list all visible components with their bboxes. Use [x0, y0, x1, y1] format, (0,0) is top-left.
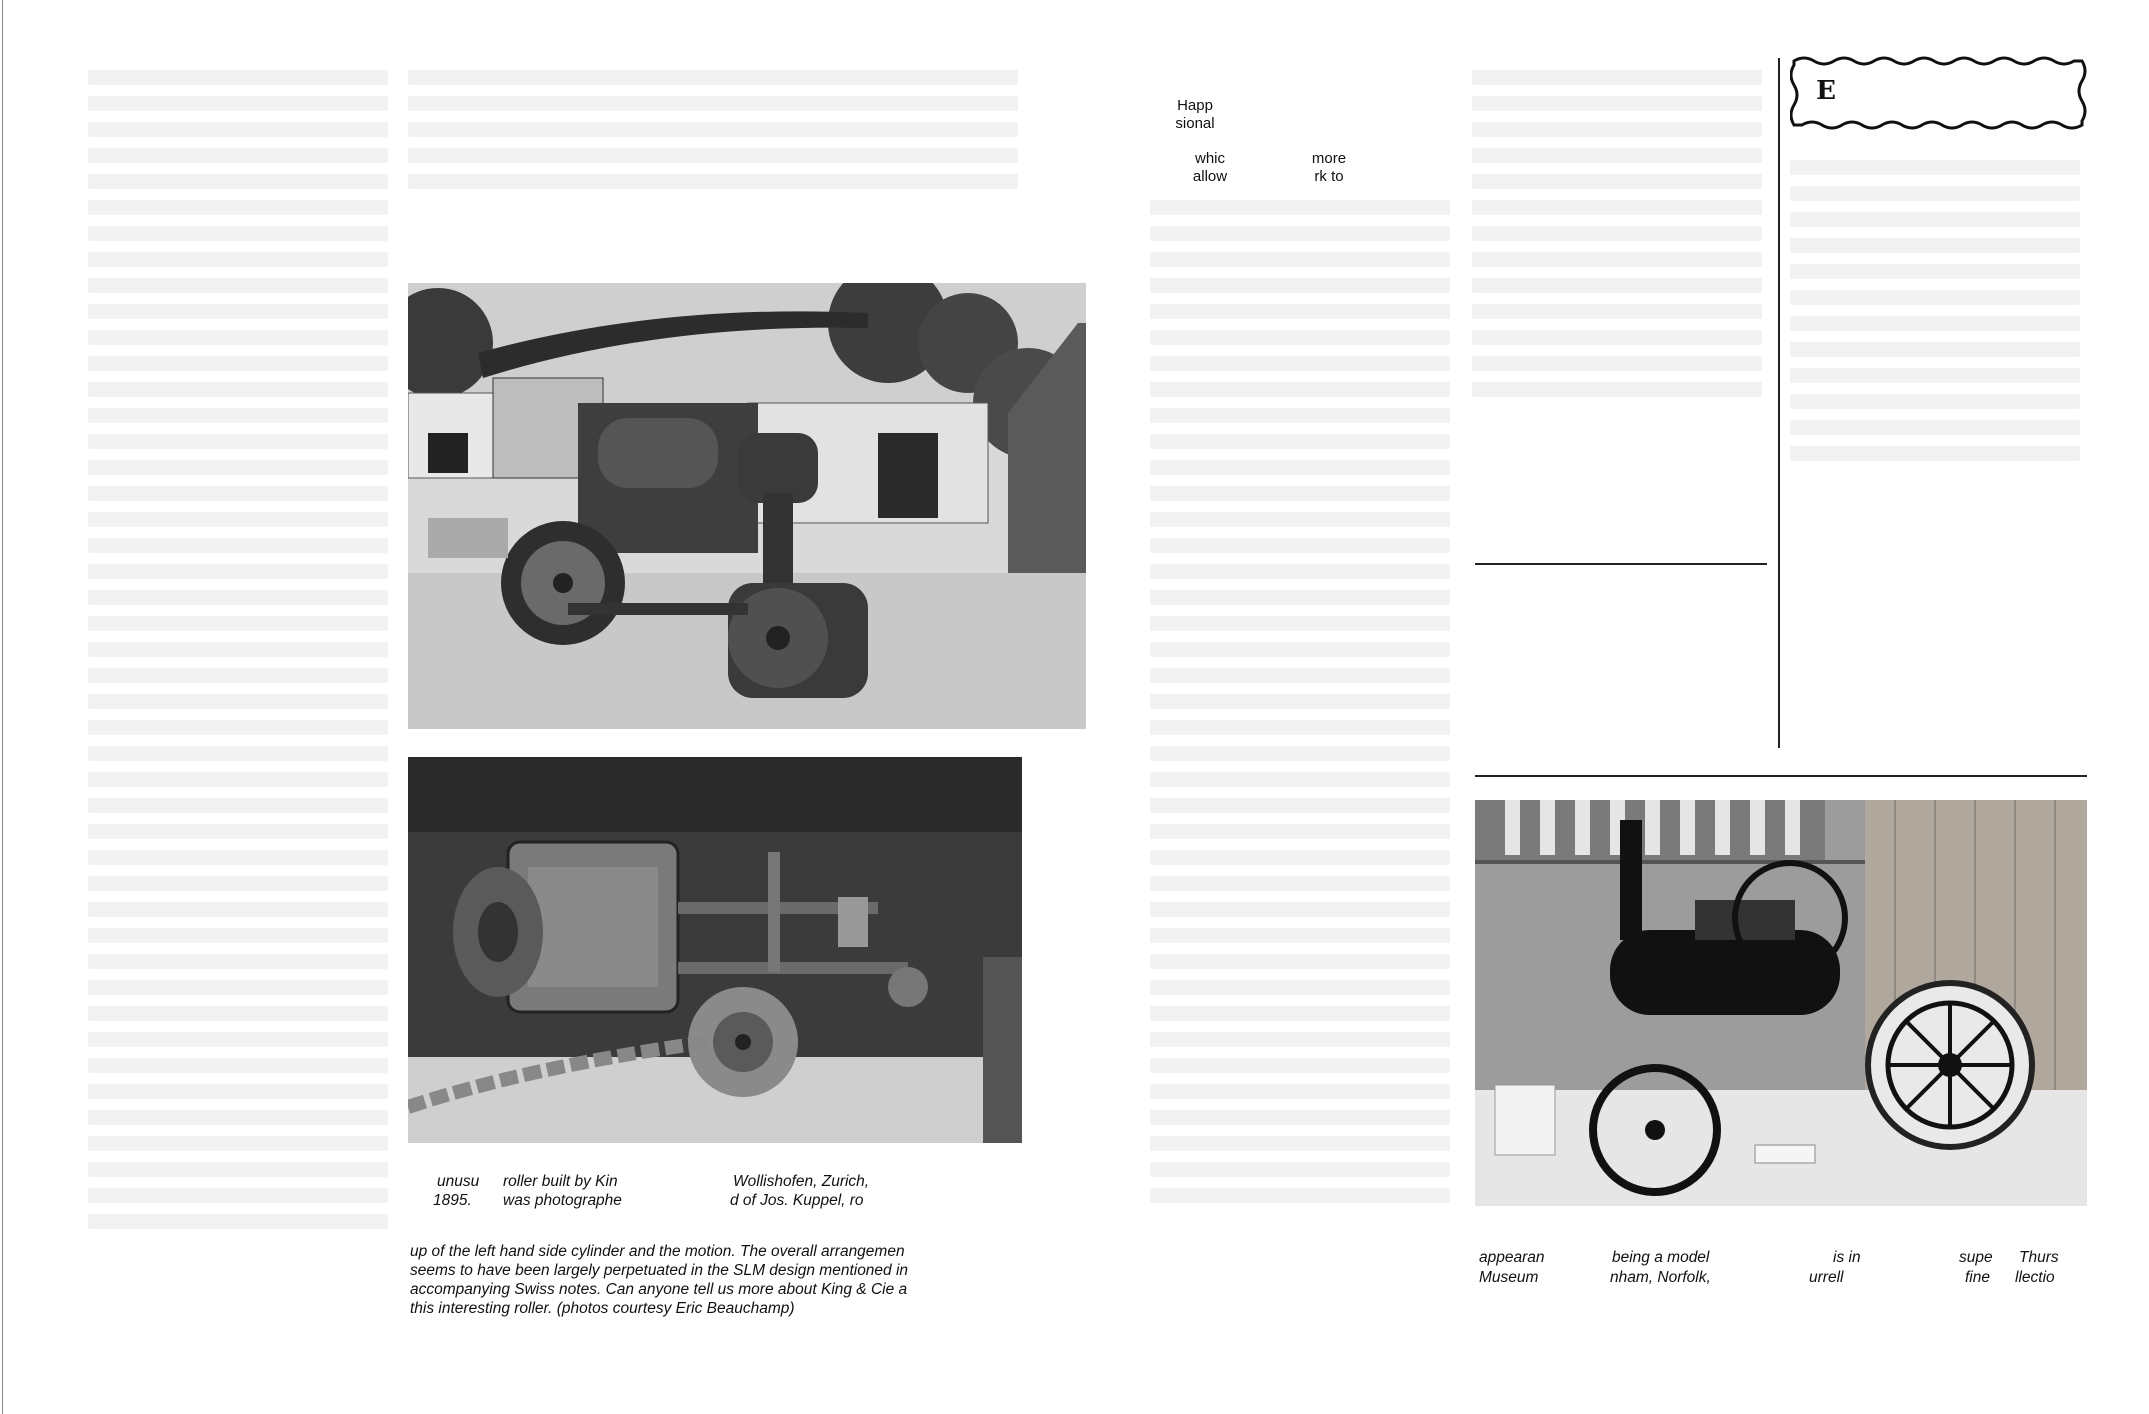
caption-right-row1-e: Thurs [2019, 1249, 2059, 1266]
photo-cylinder-detail [408, 757, 1022, 1143]
fragment-whic: whic [1194, 150, 1225, 167]
caption-left-line: seems to have been largely perpetuated in the SLM design mentioned in [410, 1262, 909, 1279]
photo-roller-front [408, 283, 1086, 729]
caption-right-row2-d: fine [1965, 1269, 1990, 1286]
caption-left-row2-c: d of Jos. Kuppel, ro [730, 1192, 864, 1209]
fragment-happ: Happ [1177, 97, 1213, 114]
caption-right-row1-b: being a model [1612, 1249, 1710, 1266]
ghost-column-1 [88, 70, 388, 1240]
caption-left-row1-b: roller built by Kin [503, 1173, 618, 1190]
fragment-rk-to: rk to [1314, 168, 1344, 185]
ghost-column-5 [1790, 160, 2080, 472]
ghost-column-4 [1472, 70, 1762, 408]
caption-right-row1-d: supe [1959, 1249, 1993, 1266]
caption-left-line: up of the left hand side cylinder and the motion. The overall arrangemen [410, 1243, 905, 1260]
ghost-column-3 [1150, 200, 1450, 1214]
caption-left-row2-b: was photographe [503, 1192, 622, 1209]
caption-left-line: this interesting roller. (photos courtesy Eric Beauchamp) [410, 1300, 795, 1317]
photo-model-engine [1475, 800, 2087, 1206]
fragment-more: more [1311, 150, 1347, 167]
caption-left-row1-a: unusu [437, 1173, 480, 1190]
box-initial: E [1816, 76, 1836, 106]
caption-left-line: accompanying Swiss notes. Can anyone tell us more about King & Cie a [410, 1281, 908, 1298]
ghost-column-2 [408, 70, 1018, 200]
caption-left-row1-c: Wollishofen, Zurich, [733, 1173, 870, 1190]
caption-right-row2-b: nham, Norfolk, [1610, 1269, 1711, 1286]
caption-right-row2-e: llectio [2015, 1269, 2055, 1286]
caption-left-paragraph [410, 1242, 1010, 1318]
column-rule-short [1475, 563, 1767, 565]
caption-right-row2-a: Museum [1479, 1269, 1539, 1286]
caption-right-row1-c: is in [1833, 1249, 1861, 1266]
column-rule-vertical [1778, 58, 1780, 748]
fragment-sional: sional [1175, 115, 1215, 132]
caption-right-row1-a: appearan [1479, 1249, 1545, 1266]
fragment-allow: allow [1192, 168, 1228, 185]
caption-right-row2-c: urrell [1809, 1269, 1844, 1286]
caption-left-row2-a: 1895. [433, 1192, 472, 1209]
page-edge-left [2, 0, 3, 1414]
section-rule [1475, 775, 2087, 777]
